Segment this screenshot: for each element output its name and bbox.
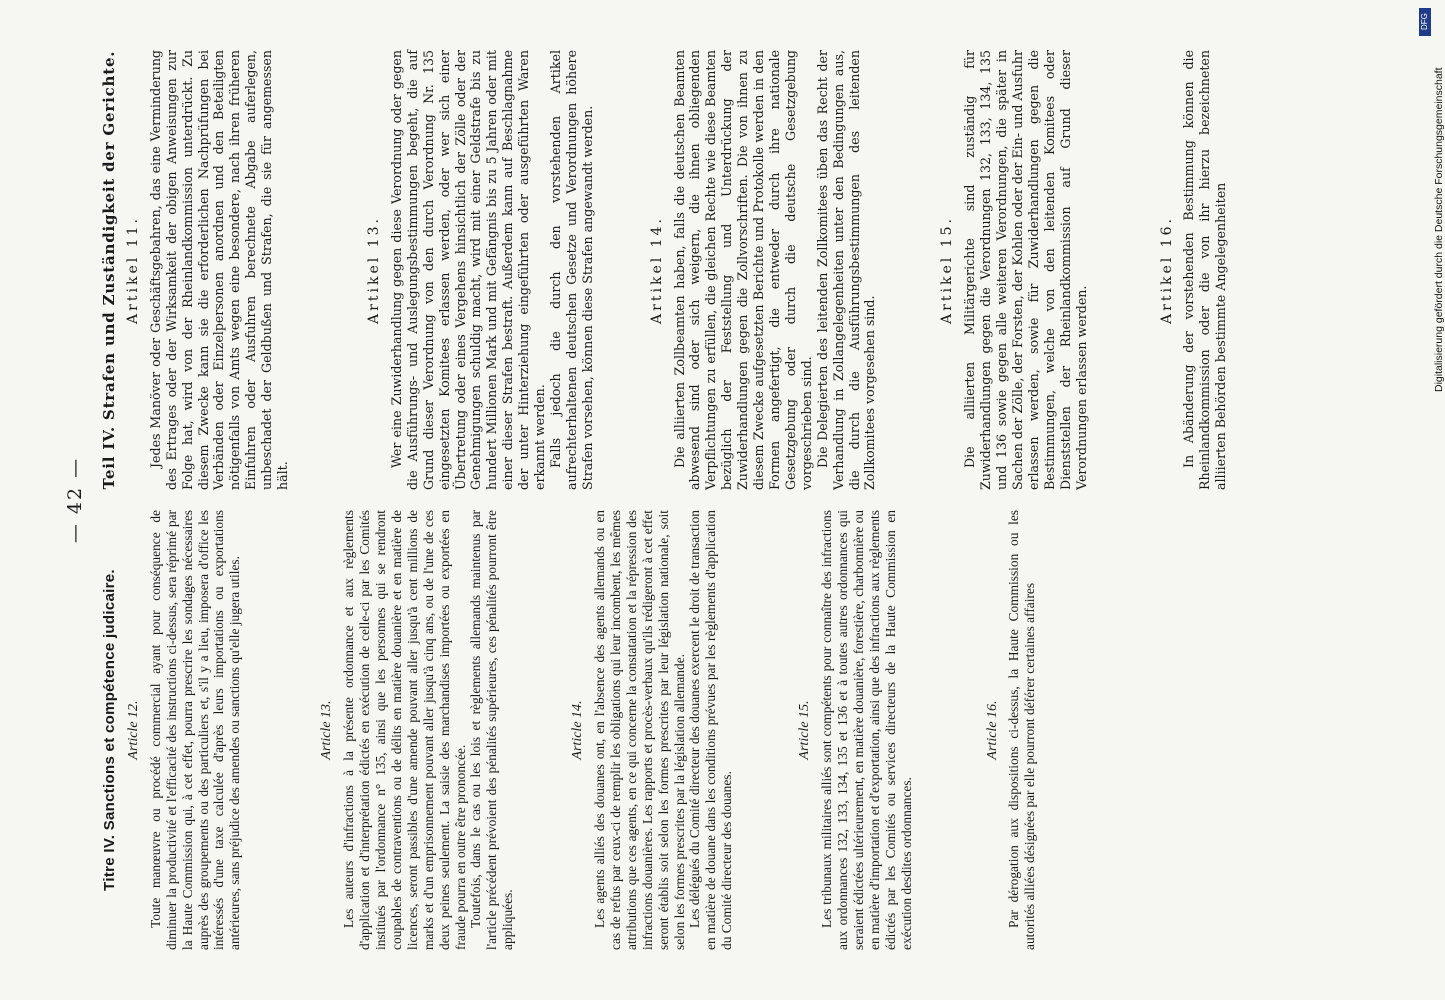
article-paragraph: Les délégués du Comité directeur des douanes exercent le droit de transaction en matière de douane dans les conditions prévues par les règlements d'application du Comité directeur des douanes. [687, 510, 735, 950]
article-heading: Article 12. [125, 700, 141, 760]
french-article-13 [319, 510, 516, 950]
french-article-14 [570, 510, 735, 950]
article-heading: Article 15. [797, 700, 813, 760]
german-article-13 [367, 50, 596, 490]
french-article-16 [985, 510, 1039, 950]
article-paragraph: Les auteurs d'infractions à la présente ordonnance et aux règlements d'application et d'interprétation édictés en exécution de celle-ci par les Comités institués par l'ordonnance n° 135, ainsi que les personnes qui se rendront coupables de contraventions ou de délits en matière douanière et en matière de licences, seront passibles d'une amende pouvant aller jusqu'à cent millions de marks et d'un emprisonnement pouvant aller jusqu'à cinq ans, ou de l'une de ces deux peines seulement. La saisie des marchandises importées ou exportées en fraude pourra en outre être prononcée. [341, 510, 468, 950]
article-paragraph: Toutefois, dans le cas ou les lois et règlements allemands maintenus par l'article précédent prévoient des pénalités supérieures, ces pénalités pourront être appliquées. [468, 510, 516, 950]
article-paragraph: Die alliierten Zollbeamten haben, falls die deutschen Beamten abwesend sind oder sich weigern, die ihnen obliegenden Verpflichtungen zu erfüllen, die gleichen Rechte wie diese Beamten bezüglich der Feststellung und Unterdrückung der Zuwiderhandlungen gegen die Zollvorschriften. Die von ihnen zu diesem Zwecke aufgesetzten Berichte und Protokolle werden in den Formen angefertigt, die entweder durch ihre nationale Gesetzgebung oder durch die deutsche Gesetzgebung vorgeschrieben sind. [671, 50, 814, 490]
article-paragraph: Les tribunaux militaires alliés sont compétents pour connaître des infractions aux ordonnances 132, 133, 134, 135 et 136 et à toutes autres ordonnances qui seraient édictées ultérieurement, en matière douanière, forestière, charbonnière ou en matière d'importation et d'exportation, ainsi que des infractions aux règlements édictés par les Comités ou services directeurs de la Haute Commission en exécution desdites ordonnances. [819, 510, 914, 950]
german-article-16 [1160, 50, 1230, 490]
german-article-15 [940, 50, 1089, 490]
article-heading: Artikel 11. [124, 216, 141, 324]
article-heading: Artikel 15. [939, 216, 956, 324]
article-paragraph: In Abänderung der vorstehenden Bestimmung können die Rheinlandkommission oder die von ihr hierzu bezeichneten alliierten Behörden bestimmte Angelegenheiten [1181, 50, 1229, 490]
article-heading: Article 14. [570, 700, 586, 760]
article-heading: Artikel 13. [365, 216, 382, 324]
article-paragraph: Par dérogation aux dispositions ci-dessus, la Haute Commission ou les autorités alliées désignées par elle pourront déférer certaines affaires [1006, 510, 1038, 950]
rotated-page [60, 40, 1380, 960]
french-column [100, 510, 1050, 950]
article-paragraph: Wer eine Zuwiderhandlung gegen diese Verordnung oder gegen die Ausführungs- und Auslegungsbestimmungen begeht, die auf Grund dieser Verordnung von den durch Verordnung Nr. 135 eingesetzten Komitees erlassen werden, oder wer sich einer Übertretung oder eines Vergehens hinsichtlich der Zölle oder der Genehmigungen schuldig macht, wird mit einer Geldstrafe bis zu hundert Millionen Mark und mit Gefängnis bis zu 5 Jahren oder mit einer dieser Strafen bestraft. Außerdem kann auf Beschlagnahme der unter Hinterziehung eingeführten oder ausgeführten Waren erkannt werden. [388, 50, 548, 490]
article-paragraph: Jedes Manöver oder Geschäftsgebahren, das eine Verminderung des Ertrages oder der Wirksamkeit der obigen Anweisungen zur Folge hat, wird von der Rheinlandkommission unterdrückt. Zu diesem Zwecke kann sie die erforderlichen Nachprüfungen bei Verbänden oder Einzelpersonen anordnen und den Beteiligten nötigenfalls von Amts wegen eine besondere, nach ihren früheren Einfuhren oder Ausfuhren berechnete Abgabe auferlegen, unbeschadet der Geldbußen und Strafen, die sie für angemessen hält. [147, 50, 291, 490]
article-heading: Artikel 16. [1158, 216, 1175, 324]
article-paragraph: Die alliierten Militärgerichte sind zuständig für Zuwiderhandlungen gegen die Verordnungen 132, 133, 134, 135 und 136 sowie gegen alle weiteren Verordnungen, die später in Sachen der Zölle, der Forsten, der Kohlen oder der Ein- und Ausfuhr erlassen werden, sowie für Zuwiderhandlungen gegen die Bestimmungen, welche von den leitenden Komitees oder Dienststellen der Rheinlandkommission auf Grund dieser Verordnungen erlassen werden. [962, 50, 1089, 490]
dfg-logo: DFG [1419, 8, 1431, 36]
article-heading: Article 13. [319, 700, 335, 760]
article-heading: Article 16. [984, 700, 1000, 760]
french-article-12 [126, 510, 243, 950]
french-title: Titre IV. Sanctions et compétence judicaire. [101, 569, 118, 891]
article-heading: Artikel 14. [648, 216, 665, 324]
digitization-credit-text: Digitalisierung gefördert durch die Deutsche Forschungsgemeinschaft [1433, 67, 1445, 392]
german-article-14 [650, 50, 879, 490]
article-paragraph: Les agents alliés des douanes ont, en l'absence des agents allemands ou en cas de refus par ceux-ci de remplir les obligations qui leur incombent, les mêmes attributions que ces agents, en ce qui concerne la constatation et la répression des infractions douanières. Les rapports et procès-verbaux qu'ils rédigeront à cet effet seront établis soit selon les formes prescrites par leur législation nationale, soit selon les formes prescrites par la législation allemande. [592, 510, 687, 950]
german-column [100, 50, 1241, 490]
page-number: — 42 — [64, 456, 86, 544]
article-paragraph: Falls jedoch die durch den vorstehenden Artikel aufrechterhaltenen deutschen Gesetze und Verordnungen höhere Strafen vorsehen, können diese Strafen angewandt werden. [547, 50, 595, 490]
french-article-15 [797, 510, 914, 950]
german-article-11 [126, 50, 291, 490]
article-paragraph: Die Delegierten des leitenden Zollkomitees üben das Recht der Verhandlung in Zollangelegenheiten unter den Bedingungen aus, die durch die Ausführungsbestimmungen des leitenden Zollkomitees vorgesehen sind. [814, 50, 878, 490]
article-paragraph: Toute manœuvre ou procédé commercial ayant pour conséquence de diminuer la productivité et l'efficacité des instructions ci-dessus, sera réprimé par la Haute Commission qui, à cet effet, pourra prescrire les sondages nécessaires auprès des groupements ou des particuliers et, s'il y a lieu, imposera d'office les intéressés d'une taxe calculée d'après leurs importations ou exportations antérieures, sans préjudice des amendes ou sanctions qu'elle jugera utiles. [147, 510, 243, 950]
digitization-credit [1414, 0, 1445, 1000]
german-title: Teil IV. Strafen und Zuständigkeit der Gerichte. [100, 50, 118, 490]
